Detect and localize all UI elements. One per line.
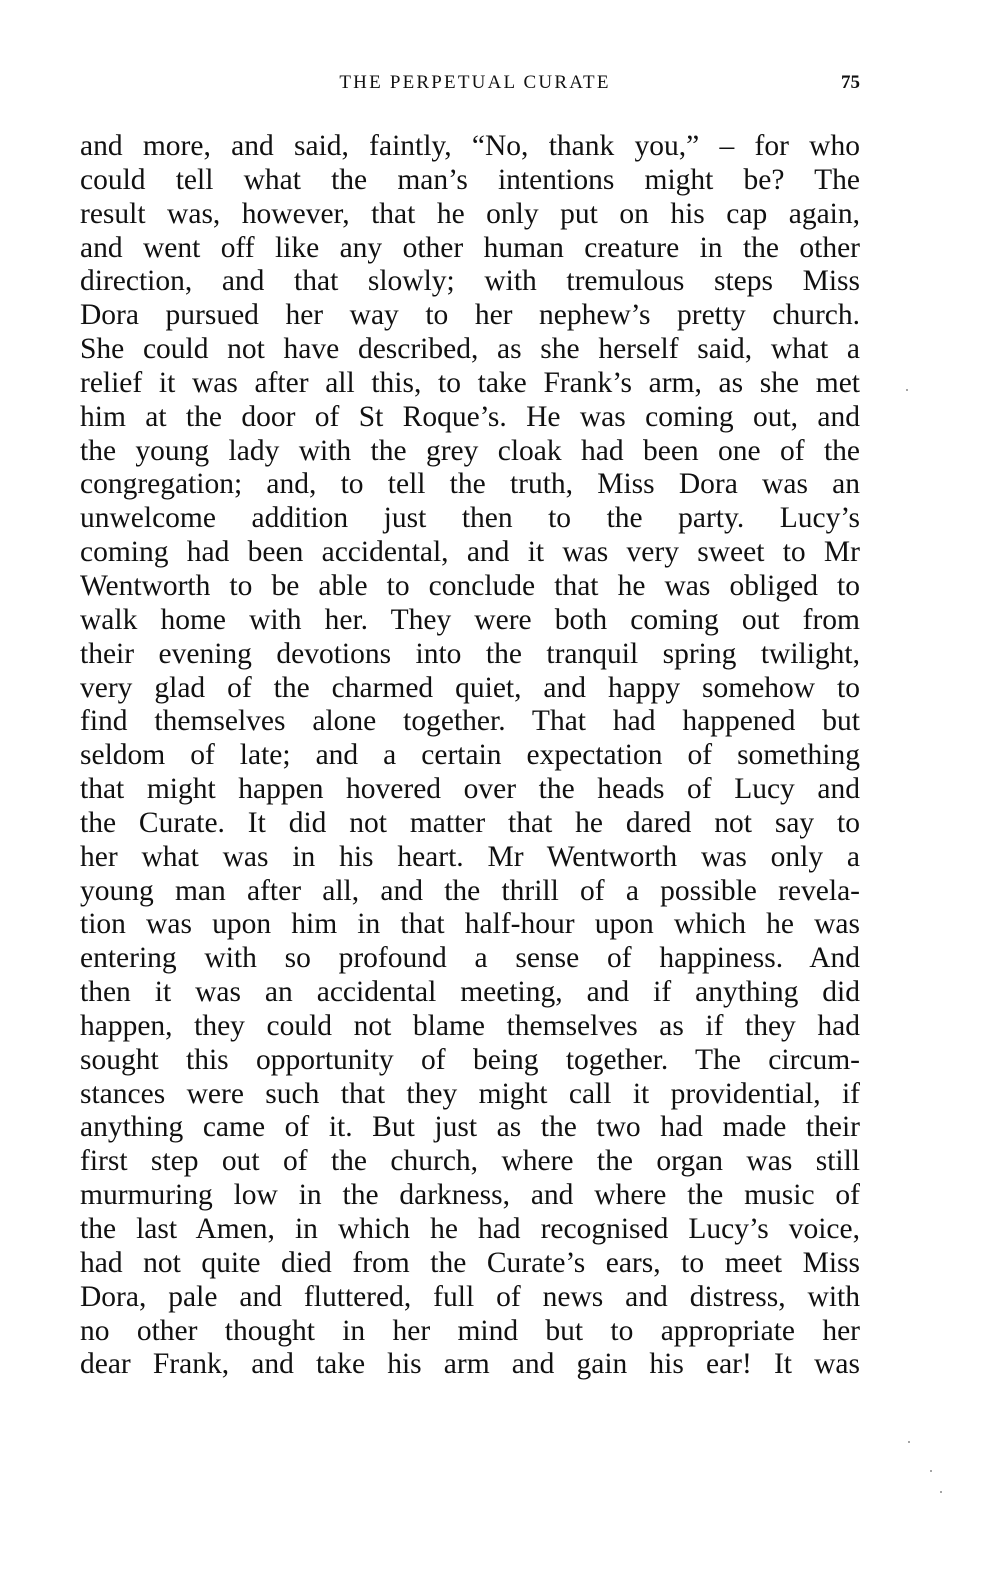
text-line: her what was in his heart. Mr Wentworth was only a <box>80 840 860 873</box>
scan-speck <box>908 1441 910 1443</box>
text-line: that might happen hovered over the heads of Lucy and <box>80 773 860 806</box>
text-line: anything came of it. But just as the two had made their <box>80 1111 860 1144</box>
scan-speck <box>906 389 908 391</box>
running-head-title: THE PERPETUAL CURATE <box>339 72 611 93</box>
text-line: She could not have described, as she herself said, what a <box>80 333 860 366</box>
text-line: direction, and that slowly; with tremulous steps Miss <box>80 265 860 298</box>
body-text <box>80 130 860 1382</box>
text-line: their evening devotions into the tranquil spring twilight, <box>80 637 860 670</box>
scan-speck <box>940 1491 942 1493</box>
text-line: young man after all, and the thrill of a possible revela- <box>80 874 860 907</box>
text-line: had not quite died from the Curate’s ears, to meet Miss <box>80 1246 860 1279</box>
text-line: first step out of the church, where the organ was still <box>80 1145 860 1178</box>
text-line: seldom of late; and a certain expectation of something <box>80 739 860 772</box>
text-line: dear Frank, and take his arm and gain his ear! It was <box>80 1348 860 1381</box>
text-line: tion was upon him in that half-hour upon which he was <box>80 908 860 941</box>
text-line: unwelcome addition just then to the party. Lucy’s <box>80 502 860 535</box>
text-line: sought this opportunity of being together. The circum- <box>80 1043 860 1076</box>
text-line: the Curate. It did not matter that he dared not say to <box>80 806 860 839</box>
text-line: happen, they could not blame themselves as if they had <box>80 1009 860 1042</box>
text-line: result was, however, that he only put on his cap again, <box>80 197 860 230</box>
text-line: congregation; and, to tell the truth, Miss Dora was an <box>80 468 860 501</box>
text-line: murmuring low in the darkness, and where the music of <box>80 1179 860 1212</box>
text-line: the young lady with the grey cloak had been one of the <box>80 434 860 467</box>
text-line: and more, and said, faintly, “No, thank you,” – for who <box>80 130 860 162</box>
text-line: Wentworth to be able to conclude that he was obliged to <box>80 569 860 602</box>
text-line: walk home with her. They were both coming out from <box>80 603 860 636</box>
text-line: relief it was after all this, to take Frank’s arm, as she met <box>80 366 860 399</box>
page-number: 75 <box>841 72 860 93</box>
text-line: then it was an accidental meeting, and if anything did <box>80 976 860 1009</box>
text-line: and went off like any other human creature in the other <box>80 231 860 264</box>
text-line: no other thought in her mind but to appropriate her <box>80 1314 860 1347</box>
text-line: stances were such that they might call it providential, if <box>80 1077 860 1110</box>
scan-speck <box>930 1470 932 1472</box>
text-line: very glad of the charmed quiet, and happy somehow to <box>80 671 860 704</box>
text-line: coming had been accidental, and it was very sweet to Mr <box>80 536 860 569</box>
text-line: entering with so profound a sense of happiness. And <box>80 942 860 975</box>
text-line: the last Amen, in which he had recognised Lucy’s voice, <box>80 1213 860 1245</box>
text-line: him at the door of St Roque’s. He was coming out, and <box>80 400 860 433</box>
text-line: find themselves alone together. That had happened but <box>80 705 860 738</box>
text-line: could tell what the man’s intentions might be? The <box>80 163 860 196</box>
text-line: Dora, pale and fluttered, full of news and distress, with <box>80 1280 860 1313</box>
text-line: Dora pursued her way to her nephew’s pretty church. <box>80 299 860 332</box>
